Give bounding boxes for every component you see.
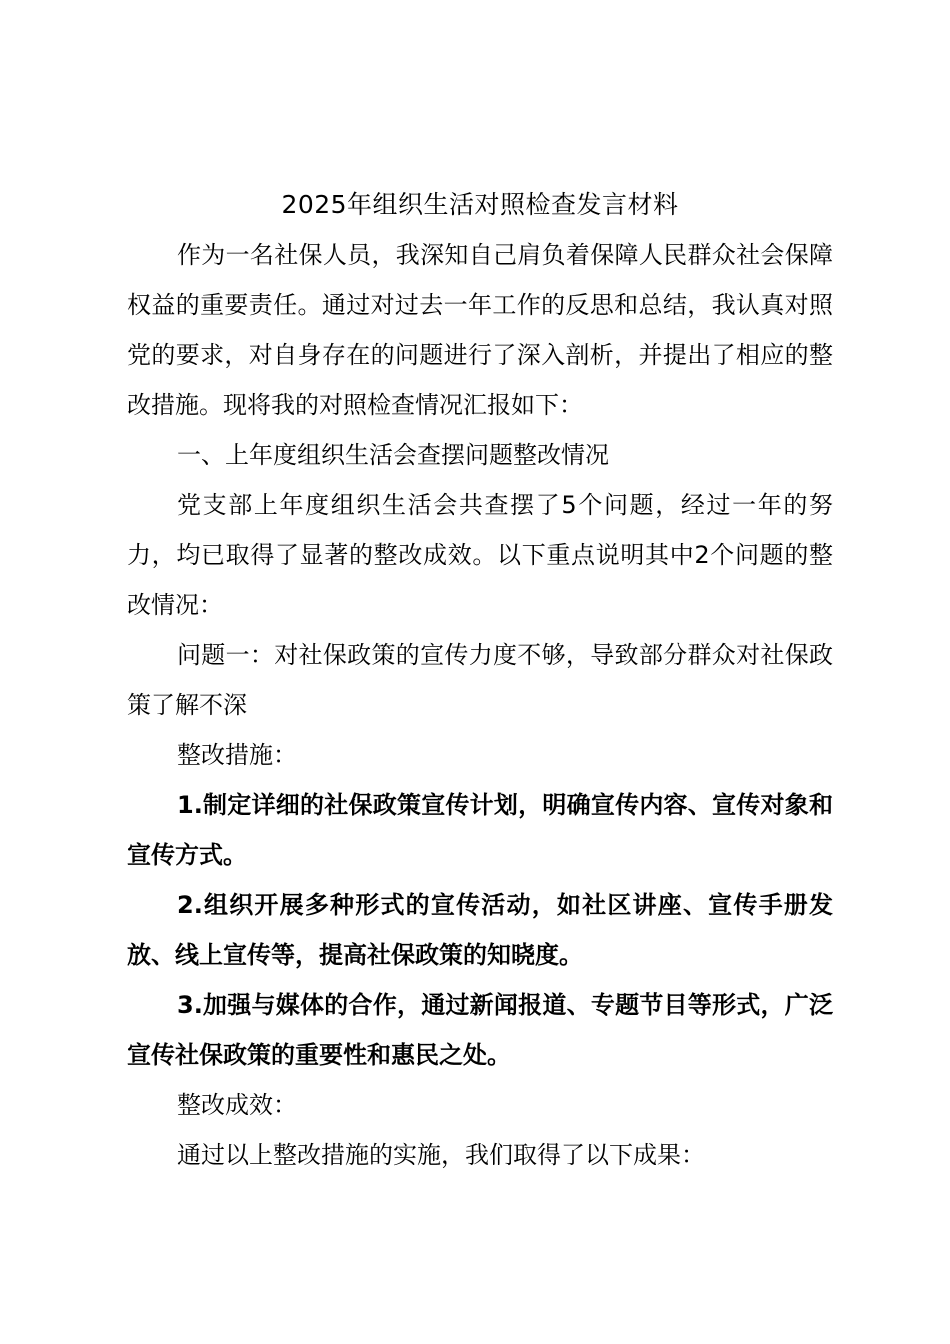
results-label: 整改成效： bbox=[177, 1091, 297, 1119]
intro-paragraph: 作为一名社保人员，我深知自己肩负着保障人民群众社会保障权益的重要责任。通过对过去一年工作的反思和总结，我认真对照党的要求，对自身存在的问题进行了深入剖析，并提出了相应的整改措施。现将我的对照检查情况汇报如下： bbox=[127, 241, 833, 419]
results-intro-paragraph: 通过以上整改措施的实施，我们取得了以下成果： bbox=[177, 1141, 705, 1169]
measure-item-3: 3.加强与媒体的合作，通过新闻报道、专题节目等形式，广泛宣传社保政策的重要性和惠民之处。 bbox=[127, 991, 833, 1069]
document-body bbox=[127, 180, 833, 1180]
overview-paragraph: 党支部上年度组织生活会共查摆了5个问题，经过一年的努力，均已取得了显著的整改成效。以下重点说明其中2个问题的整改情况： bbox=[127, 491, 833, 619]
measures-label: 整改措施： bbox=[177, 741, 297, 769]
measure-item-1: 1.制定详细的社保政策宣传计划，明确宣传内容、宣传对象和宣传方式。 bbox=[127, 791, 833, 869]
section-heading: 一、上年度组织生活会查摆问题整改情况 bbox=[177, 441, 609, 469]
measure-item-2: 2.组织开展多种形式的宣传活动，如社区讲座、宣传手册发放、线上宣传等，提高社保政策的知晓度。 bbox=[127, 891, 833, 969]
document-title: 2025年组织生活对照检查发言材料 bbox=[281, 190, 679, 219]
problem-one-paragraph: 问题一：对社保政策的宣传力度不够，导致部分群众对社保政策了解不深 bbox=[127, 641, 833, 719]
